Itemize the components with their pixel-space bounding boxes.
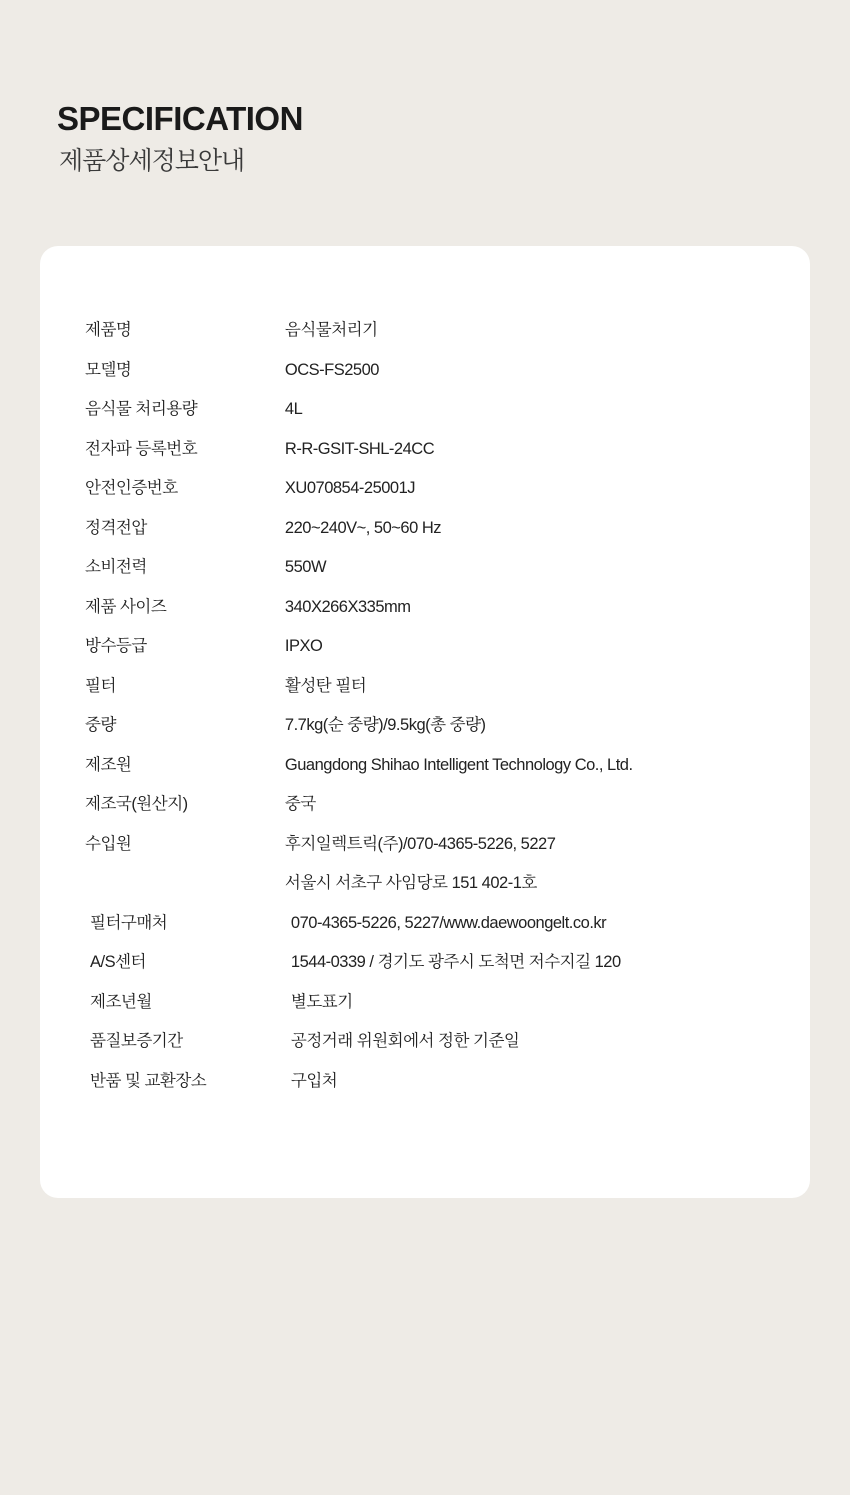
spec-value: 7.7kg(순 중량)/9.5kg(총 중량) <box>284 716 486 734</box>
table-row <box>85 588 785 628</box>
table-row <box>85 943 785 983</box>
spec-value: 340X266X335mm <box>284 597 411 616</box>
table-row <box>85 351 785 391</box>
page-header <box>57 100 303 176</box>
spec-value: 220~240V~, 50~60 Hz <box>284 518 442 537</box>
table-row <box>85 1062 785 1102</box>
spec-value: Guangdong Shihao Intelligent Technology Co., Ltd. <box>284 755 633 774</box>
spec-value: 중국 <box>284 795 316 813</box>
spec-value: 070-4365-5226, 5227/www.daewoongelt.co.kr <box>290 913 607 932</box>
specification-table <box>85 311 785 1101</box>
spec-value: R-R-GSIT-SHL-24CC <box>284 439 435 458</box>
spec-value: IPXO <box>284 637 323 655</box>
spec-value: 550W <box>284 558 327 576</box>
table-row <box>85 1022 785 1062</box>
table-row <box>85 904 785 944</box>
spec-value: 공정거래 위원회에서 정한 기준일 <box>290 1032 520 1050</box>
table-row <box>85 864 785 904</box>
spec-label: A/S센터 <box>90 953 146 971</box>
table-row <box>85 548 785 588</box>
page-subtitle: 제품상세정보안내 <box>59 146 245 175</box>
spec-label: 필터구매처 <box>90 913 168 932</box>
spec-label: 정격전압 <box>85 518 147 537</box>
spec-label: 방수등급 <box>85 637 147 655</box>
table-row <box>85 667 785 707</box>
table-row <box>85 390 785 430</box>
table-row <box>85 509 785 549</box>
spec-label: 품질보증기간 <box>90 1032 183 1050</box>
spec-label: 안전인증번호 <box>85 479 178 497</box>
spec-label: 전자파 등록번호 <box>85 439 198 458</box>
table-row <box>85 706 785 746</box>
spec-value: 별도표기 <box>290 992 353 1011</box>
table-row <box>85 430 785 470</box>
spec-label: 수입원 <box>85 834 132 853</box>
spec-value: 구입처 <box>290 1071 338 1090</box>
spec-value: OCS-FS2500 <box>284 360 379 379</box>
table-row <box>85 469 785 509</box>
table-row <box>85 746 785 786</box>
spec-label: 중량 <box>85 716 116 734</box>
spec-label: 반품 및 교환장소 <box>90 1071 207 1090</box>
spec-label: 제조년월 <box>90 992 152 1011</box>
spec-value: 서울시 서초구 사임당로 151 402-1호 <box>284 874 537 892</box>
spec-label: 음식물 처리용량 <box>85 400 198 418</box>
spec-label: 제품 사이즈 <box>85 597 167 616</box>
spec-value: 활성탄 필터 <box>284 676 367 695</box>
spec-card <box>40 246 810 1198</box>
spec-value: XU070854-25001J <box>284 479 416 497</box>
table-row <box>85 825 785 865</box>
spec-value: 1544-0339 / 경기도 광주시 도척면 저수지길 120 <box>290 953 621 971</box>
spec-value: 음식물처리기 <box>284 321 378 339</box>
spec-label <box>85 864 285 904</box>
spec-value: 후지일렉트릭(주)/070-4365-5226, 5227 <box>284 834 556 853</box>
spec-label: 소비전력 <box>85 558 147 576</box>
spec-label: 제품명 <box>85 321 132 339</box>
table-row <box>85 627 785 667</box>
table-row <box>85 311 785 351</box>
page-title: SPECIFICATION <box>57 100 303 137</box>
spec-label: 제조국(원산지) <box>85 795 188 813</box>
table-row <box>85 785 785 825</box>
spec-label: 제조원 <box>85 755 132 774</box>
spec-value: 4L <box>284 400 303 418</box>
spec-label: 모델명 <box>85 360 132 379</box>
table-row <box>85 983 785 1023</box>
spec-label: 필터 <box>85 676 116 695</box>
